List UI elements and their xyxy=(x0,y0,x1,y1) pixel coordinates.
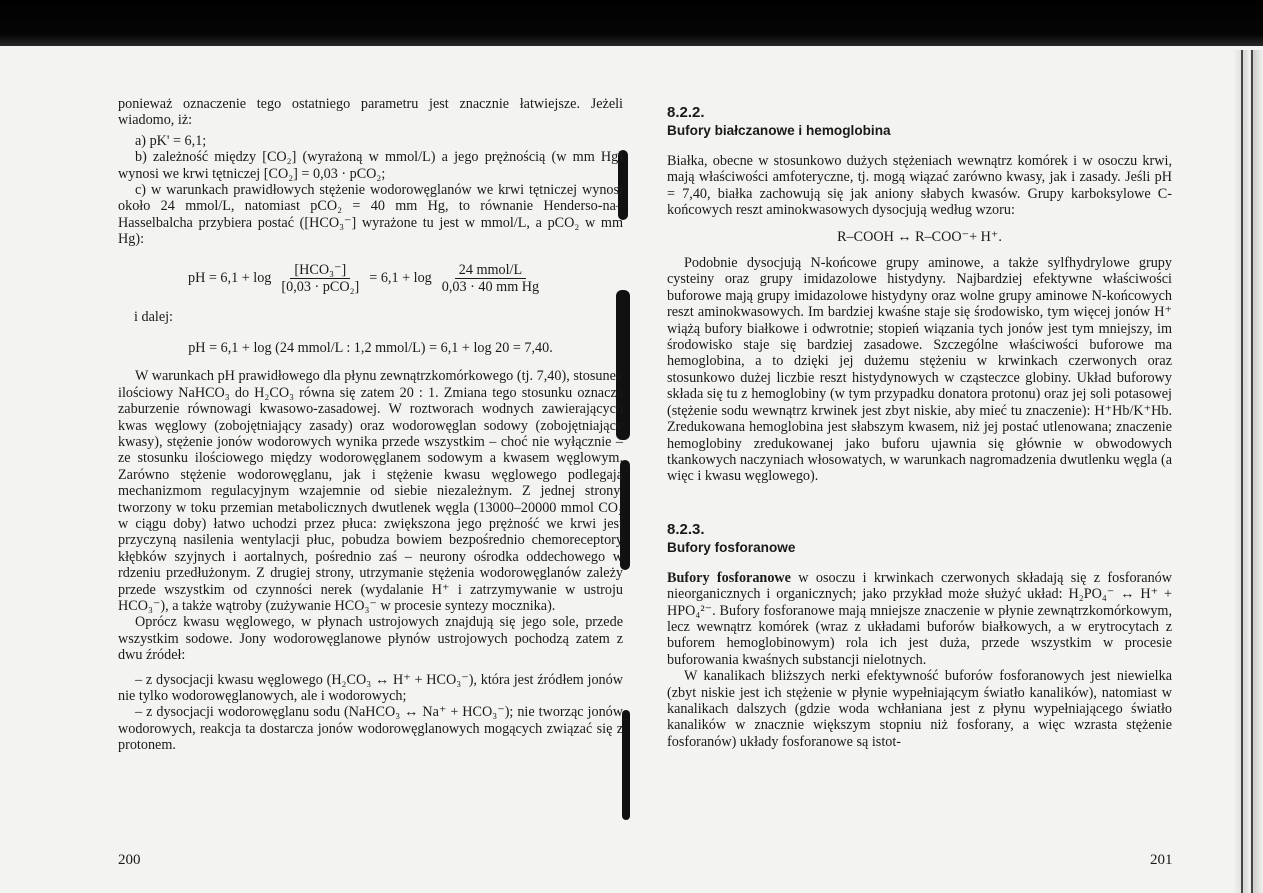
section-title-protein-buffers: Bufory białczanowe i hemoglobina xyxy=(667,123,891,138)
and-further-label: i dalej: xyxy=(134,309,174,326)
paragraph-ph-ratio: W warunkach pH prawidłowego dla płynu zewnątrzkomórkowego (tj. 7,40), stosunek ilościowy NaHCO₃ do H₂CO₃ równa się zatem 20 : 1. Zmiana tego stosunku oznacza zaburzenie równowagi kwasowo-zasadowej. W roztworach wodnych zawierających kwas węglowy (zobojętniający zasady) oraz wodorowęglan sodowy (zobojętniający kwasy), stężenie jonów wodorowych wynika przede wszystkim – choć nie wyłącznie – ze stosunku ilościowego między wodorowęglanem sodowym a kwasem węglowym. Zarówno stężenie wodorowęglanu, jak i stężenie kwasu węglowego podlegają mechanizmom regulacyjnym wzajemnie od siebie niezależnym. Z jednej strony, tworzony w toku przemian metabolicznych dwutlenek węgla (13000–20000 mmol CO₂ w ciągu doby) łatwo uchodzi przez płuca: zwiększona jego prężność we krwi jest przyczyną nasilenia wentylacji płuc, pobudza bowiem bezpośrednio chemoreceptory kłębków szyjnych i aortalnych, pośrednio zaś – neurony ośrodka oddechowego w rdzeniu przedłużonym. Z drugiej strony, utrzymanie stężenia wodorowęglanów zależy przede wszystkim od czynności nerek (wydalanie H⁺ i zatrzymywanie w ustroju HCO₃⁻), a także wątroby (zużywanie HCO₃⁻ w procesie syntezy mocznika). xyxy=(118,368,623,614)
eq-fraction-1 xyxy=(277,262,363,296)
source-sodium-bicarbonate: – z dysocjacji wodorowęglanu sodu (NaHCO₃ ↔ Na⁺ + HCO₃⁻); nie tworząc jonów wodorowych, reakcja ta dostarcza jonów wodorowęglanowych mogących związać się z protonem. xyxy=(118,704,623,754)
page-number-left: 200 xyxy=(118,852,141,868)
phosphate-text: w osoczu i krwinkach czerwonych składają się z fosforanów nieorganicznych i organicznych; jako przykład może służyć układ: H₂PO₄⁻ ↔ H⁺ + HPO₄²⁻. Bufory fosforanowe mają mniejsze znaczenie w płynie zewnątrzkomórkowym, lecz wewnątrz komórek (wraz z układami buforów białkowych, a w erytrocytach z buforem hemoglobinowym) rola ich jest duża, przede wszystkim w procesie buforowania kwaśnych substancji nielotnych. xyxy=(667,569,1173,668)
source-carbonic-acid: – z dysocjacji kwasu węglowego (H₂CO₃ ↔ H⁺ + HCO₃⁻), która jest źródłem jonów nie tylko wodorowęglanowych, ale i wodorowych; xyxy=(118,671,623,704)
section-title-phosphate-buffers: Bufory fosforanowe xyxy=(667,539,796,555)
eq-denominator-1: [0,03 · pCO₂] xyxy=(281,279,360,296)
henderson-hasselbalch-equation xyxy=(118,262,623,296)
paragraph-hemoglobin: Podobnie dysocjują N-końcowe grupy aminowe, a także sylfhydrylowe grupy cysteiny oraz grupy imidazolowe histydyny. Najbardziej efektywne właściwości buforowe mają grupy imidazolowe histydyny oraz wolne grupy aminowe N-końcowych reszt aminokwasowych. Im bardziej kwaśne staje się środowisko, tym więcej jonów H⁺ wiążą bufory białkowe i odwrotnie; stopień wiązania tych jonów jest tym mniejszy, im środowisko staje się bardziej zasadowe. Szczególne właściwości buforowe ma hemoglobina, a to dzięki jej dużemu stężeniu w krwinkach czerwonych oraz stosunkowo dużej liczbie reszt histydynowych w cząsteczce globiny. Układ buforowy składa się tu z hemoglobiny (w tym przypadku donatora protonu) oraz jej soli potasowej (stężenie sodu wewnątrz krwinek jest zbyt niskie, aby mieć tu znaczenie): H⁺Hb/K⁺Hb. Zredukowana hemoglobina jest słabszym kwasem, niż jej postać utlenowana; znaczenie hemoglobiny zredukowanej jako buforu ujawnia się głównie w obwodowych tkankowych naczyniach włosowatych, w warunkach nagromadzenia dwutlenku węgla (a więc i kwasu węglowego). xyxy=(667,255,1172,485)
conditions-list xyxy=(118,133,623,248)
intro-paragraph: ponieważ oznaczenie tego ostatniego parametru jest znacznie łatwiejsze. Jeżeli wiadomo, iż: xyxy=(118,96,623,129)
left-page xyxy=(118,96,623,754)
phosphate-bold-term: Bufory fosforanowe xyxy=(667,569,791,586)
paragraph-phosphate xyxy=(667,570,1172,668)
condition-c: c) w warunkach prawidłowych stężenie wodorowęglanów we krwi tętniczej wynosi około 24 mmol/L, natomiast pCO₂ = 40 mm Hg, to równanie Henderso-na–Hasselbalcha przybiera postać ([HCO₃⁻] wyrażone tu jest w mmol/L, a pCO₂ w mm Hg): xyxy=(118,182,623,248)
paragraph-proteins: Białka, obecne w stosunkowo dużych stężeniach wewnątrz komórek i w osoczu krwi, mają właściwości amfoteryczne, tj. mogą wiązać zarówno kwasy, jak i zasady. Jeśli pH = 7,40, białka zachowują się jak aniony słabych kwasów. Grupy karboksylowe C-końcowych reszt aminokwasowych dysocjują według wzoru: xyxy=(667,153,1172,219)
condition-a: a) pK' = 6,1; xyxy=(135,132,207,149)
page-number-right: 201 xyxy=(1150,852,1173,868)
paragraph-salts: Oprócz kwasu węglowego, w płynach ustrojowych znajdują się jego sole, przede wszystkim sodowe. Jony wodorowęglanowe płynów ustrojowych pochodzą zatem z dwu źródeł: xyxy=(118,614,623,664)
eq-fraction-2 xyxy=(438,262,543,296)
eq-numerator-1: [HCO₃⁻] xyxy=(290,262,350,279)
condition-b: b) zależność między [CO₂] (wyrażoną w mmol/L) a jego prężnością (w mm Hg) wynosi we krwi tętniczej [CO₂] = 0,03 · pCO₂; xyxy=(118,149,623,182)
book-page-edges xyxy=(1233,50,1263,893)
eq-numerator-2: 24 mmol/L xyxy=(455,262,526,279)
section-number-823: 8.2.3. xyxy=(667,520,705,538)
carboxyl-dissociation-formula: R–COOH ↔ R–COO⁻+ H⁺. xyxy=(837,228,1002,245)
paragraph-kidney-tubules: W kanalikach bliższych nerki efektywność buforów fosforanowych jest niewielka (zbyt niskie jest ich stężenie w płynie wypełniającym światło kanalików), natomiast w kanalikach dalszych (gdzie woda wchłaniana jest z płynu wypełniającego światło kanalików w znacznie większym stopniu niż fosforany, a więc wzrasta stężenie fosforanów) układy fosforanowe są istot- xyxy=(667,668,1172,750)
section-number-822: 8.2.2. xyxy=(667,104,705,121)
ph-calculation: pH = 6,1 + log (24 mmol/L : 1,2 mmol/L) = 6,1 + log 20 = 7,40. xyxy=(188,339,553,356)
sources-list xyxy=(118,672,623,754)
right-page xyxy=(667,104,1172,750)
scan-dark-top-edge xyxy=(0,0,1263,46)
eq-lhs: pH = 6,1 + log xyxy=(188,270,272,287)
eq-mid: = 6,1 + log xyxy=(369,270,432,287)
eq-denominator-2: 0,03 · 40 mm Hg xyxy=(441,279,540,296)
